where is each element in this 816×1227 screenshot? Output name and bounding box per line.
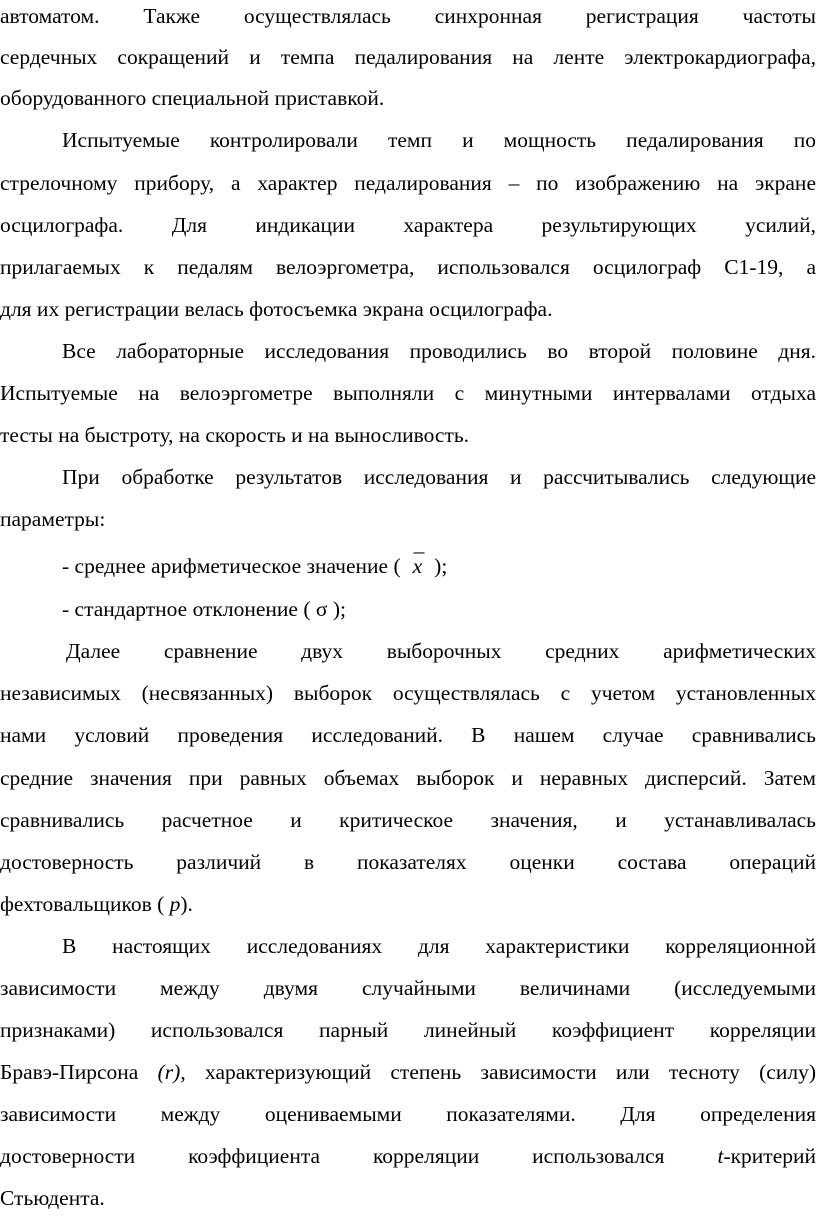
- text-line: тесты на быстроту, на скорость и на выносливость.: [0, 423, 470, 447]
- text-line: сердечных сокращений и темпа педалирования на ленте электрокардиографа,: [0, 45, 816, 69]
- text-line: Все лабораторные исследования проводились во второй половине дня.: [62, 339, 816, 363]
- text-line: параметры:: [0, 507, 106, 531]
- text-line: Стьюдента.: [0, 1186, 105, 1210]
- text-line: достоверность различий в показателях оценки состава операций: [0, 850, 816, 874]
- list-item-mean: [62, 532, 816, 586]
- text-line: Испытуемые на велоэргометре выполняли с минутными интервалами отдыха: [0, 381, 816, 405]
- text-line: автоматом. Также осуществлялась синхронная регистрация частоты: [0, 4, 816, 28]
- mean-suffix: );: [434, 554, 448, 578]
- mean-symbol: [412, 532, 425, 586]
- mean-bar: _: [413, 532, 425, 556]
- text-line: прилагаемых к педалям велоэргометра, использовался осцилограф С1-19, а: [0, 255, 816, 279]
- t-symbol: t: [717, 1144, 724, 1168]
- mean-x: x: [412, 554, 423, 578]
- p-symbol: p: [169, 892, 181, 916]
- text-line: осцилографа. Для индикации характера результирующих усилий,: [0, 213, 816, 237]
- text-line: сравнивались расчетное и критическое значения, и устанавливалась: [0, 808, 816, 832]
- text-line: стрелочному прибору, а характер педалирования – по изображению на экране: [0, 171, 816, 195]
- text-line: признаками) использовался парный линейный коэффициент корреляции: [0, 1018, 816, 1042]
- text-line: средние значения при равных объемах выборок и неравных дисперсий. Затем: [0, 766, 816, 790]
- text-line: Испытуемые контролировали темп и мощность педалирования по: [62, 128, 816, 152]
- list-item-stddev: - стандартное отклонение ( σ );: [62, 597, 346, 621]
- text-line: нами условий проведения исследований. В нашем случае сравнивались: [0, 723, 816, 747]
- r-symbol: (r): [157, 1060, 181, 1084]
- text-line: независимых (несвязанных) выборок осуществлялась с учетом установленных: [0, 681, 816, 705]
- text-line: При обработке результатов исследования и рассчитывались следующие: [62, 465, 816, 489]
- text-line: достоверности коэффициента корреляции использовался t-критерий: [0, 1144, 816, 1168]
- text-line: зависимости между оцениваемыми показателями. Для определения: [0, 1102, 816, 1126]
- text-line: Бравэ-Пирсона (r), характеризующий степень зависимости или тесноту (силу): [0, 1060, 816, 1084]
- text-line: оборудованного специальной приставкой.: [0, 86, 385, 110]
- text-line: для их регистрации велась фотосъемка экрана осцилографа.: [0, 297, 553, 321]
- text-line: Далее сравнение двух выборочных средних арифметических: [66, 639, 816, 663]
- text-line: В настоящих исследованиях для характеристики корреляционной: [62, 934, 816, 958]
- mean-prefix: - среднее арифметическое значение (: [62, 554, 401, 578]
- text-line: фехтовальщиков ( p).: [0, 892, 193, 916]
- text-line: зависимости между двумя случайными величинами (исследуемыми: [0, 976, 816, 1000]
